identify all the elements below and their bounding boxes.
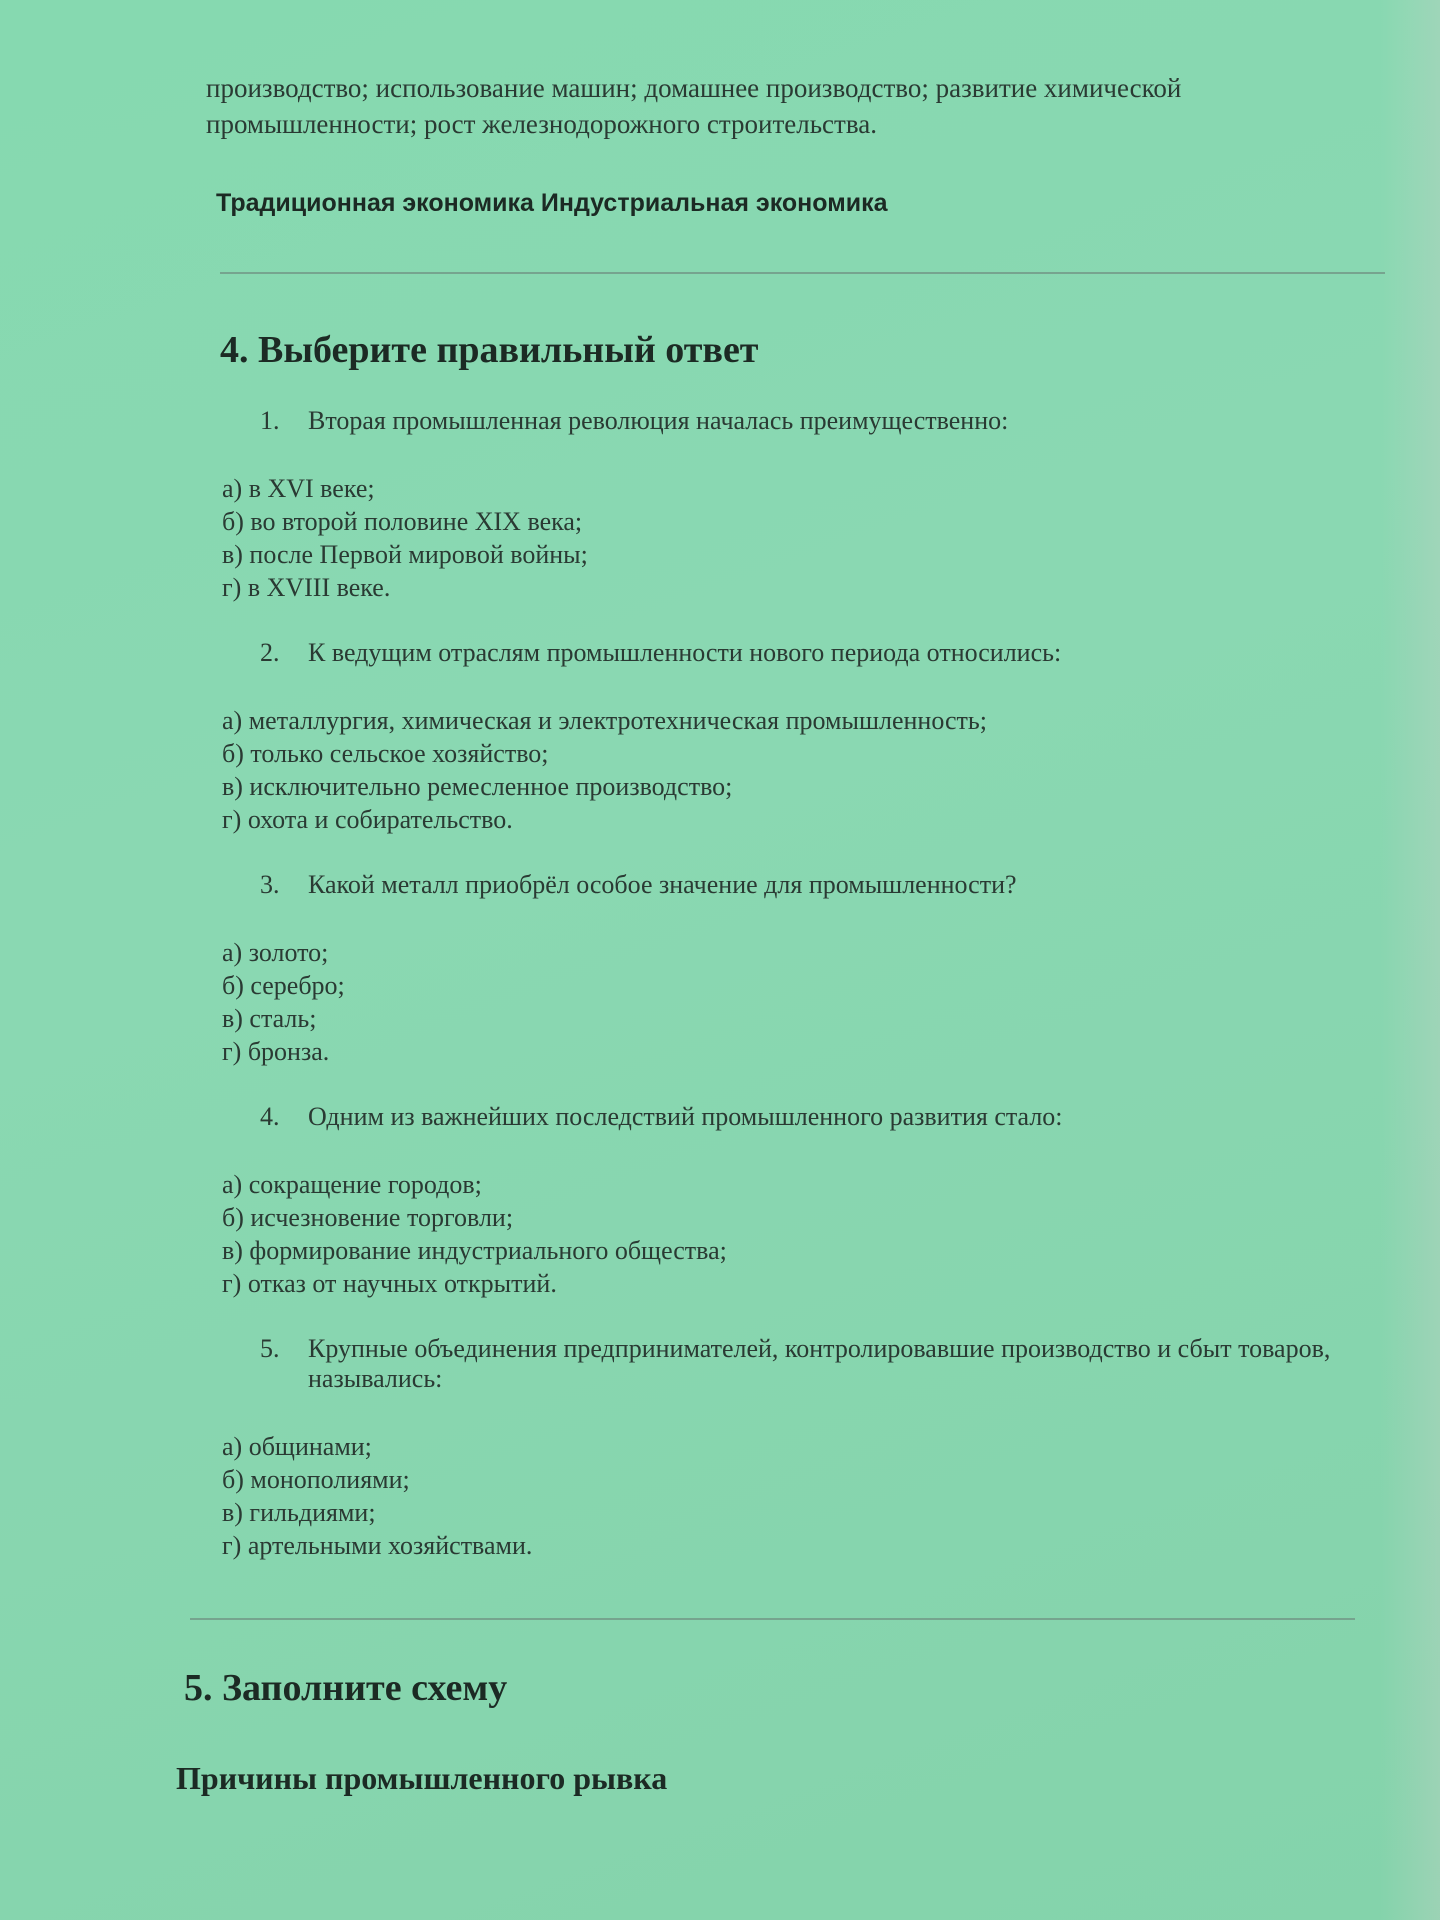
question-text: [260, 1334, 1390, 1394]
worksheet-page: [176, 70, 1390, 1797]
question-prompt: Вторая промышленная революция началась преимущественно:: [308, 405, 1009, 435]
question-prompt: Одним из важнейших последствий промышленного развития стало:: [308, 1101, 1063, 1131]
section5-subtitle: Причины промышленного рывка: [176, 1759, 668, 1796]
answer-option: в) после Первой мировой войны;: [222, 539, 588, 569]
question-block: [190, 1334, 1390, 1562]
divider-bottom: [190, 1618, 1355, 1620]
economy-header: Традиционная экономика Индустриальная экономика: [216, 188, 888, 217]
answer-options: [222, 704, 1390, 836]
answer-option: г) в XVIII веке.: [222, 572, 391, 602]
question-text: [260, 406, 1390, 436]
question-text: [260, 638, 1390, 668]
answer-option: в) сталь;: [222, 1003, 317, 1033]
answer-options: [222, 936, 1390, 1068]
answer-option: б) монополиями;: [222, 1464, 410, 1494]
question-number: 1.: [260, 405, 280, 435]
answer-option: в) гильдиями;: [222, 1497, 376, 1527]
intro-line-2: промышленности; рост железнодорожного строительства.: [206, 109, 877, 140]
question-block: [190, 1102, 1390, 1300]
question-number: 4.: [260, 1101, 280, 1131]
answer-option: а) общинами;: [222, 1431, 372, 1461]
answer-options: [222, 472, 1390, 604]
question-block: [190, 870, 1390, 1068]
intro-line-1: производство; использование машин; домашнее производство; развитие химической: [206, 73, 1182, 103]
intro-text: [206, 70, 1390, 143]
answer-option: а) в XVI веке;: [222, 473, 375, 503]
question-block: [190, 638, 1390, 836]
answer-option: г) охота и собирательство.: [222, 804, 513, 834]
question-prompt: К ведущим отраслям промышленности нового периода относились:: [308, 637, 1062, 667]
section4-title: 4. Выберите правильный ответ: [220, 328, 759, 371]
answer-options: [222, 1430, 1390, 1562]
questions-list: [190, 406, 1390, 1562]
answer-option: в) формирование индустриального общества;: [222, 1235, 727, 1265]
answer-option: г) бронза.: [222, 1036, 330, 1066]
answer-option: б) во второй половине XIX века;: [222, 506, 583, 536]
question-text: [260, 1102, 1390, 1132]
question-number: 3.: [260, 869, 280, 899]
section5-title: 5. Заполните схему: [184, 1666, 508, 1709]
question-block: [190, 406, 1390, 604]
answer-options: [222, 1168, 1390, 1300]
answer-option: а) сокращение городов;: [222, 1169, 482, 1199]
answer-option: в) исключительно ремесленное производство;: [222, 771, 733, 801]
question-number: 5.: [260, 1333, 280, 1363]
question-prompt: Какой металл приобрёл особое значение для промышленности?: [308, 869, 1017, 899]
answer-option: б) только сельское хозяйство;: [222, 738, 549, 768]
answer-option: б) исчезновение торговли;: [222, 1202, 514, 1232]
question-text: [260, 870, 1390, 900]
divider-top: [220, 272, 1385, 274]
answer-option: а) металлургия, химическая и электротехническая промышленность;: [222, 705, 987, 735]
answer-option: б) серебро;: [222, 970, 345, 1000]
question-number: 2.: [260, 637, 280, 667]
answer-option: г) артельными хозяйствами.: [222, 1530, 533, 1560]
answer-option: а) золото;: [222, 937, 329, 967]
answer-option: г) отказ от научных открытий.: [222, 1268, 557, 1298]
question-prompt: Крупные объединения предпринимателей, контролировавшие производство и сбыт товаров, назывались:: [308, 1333, 1331, 1393]
